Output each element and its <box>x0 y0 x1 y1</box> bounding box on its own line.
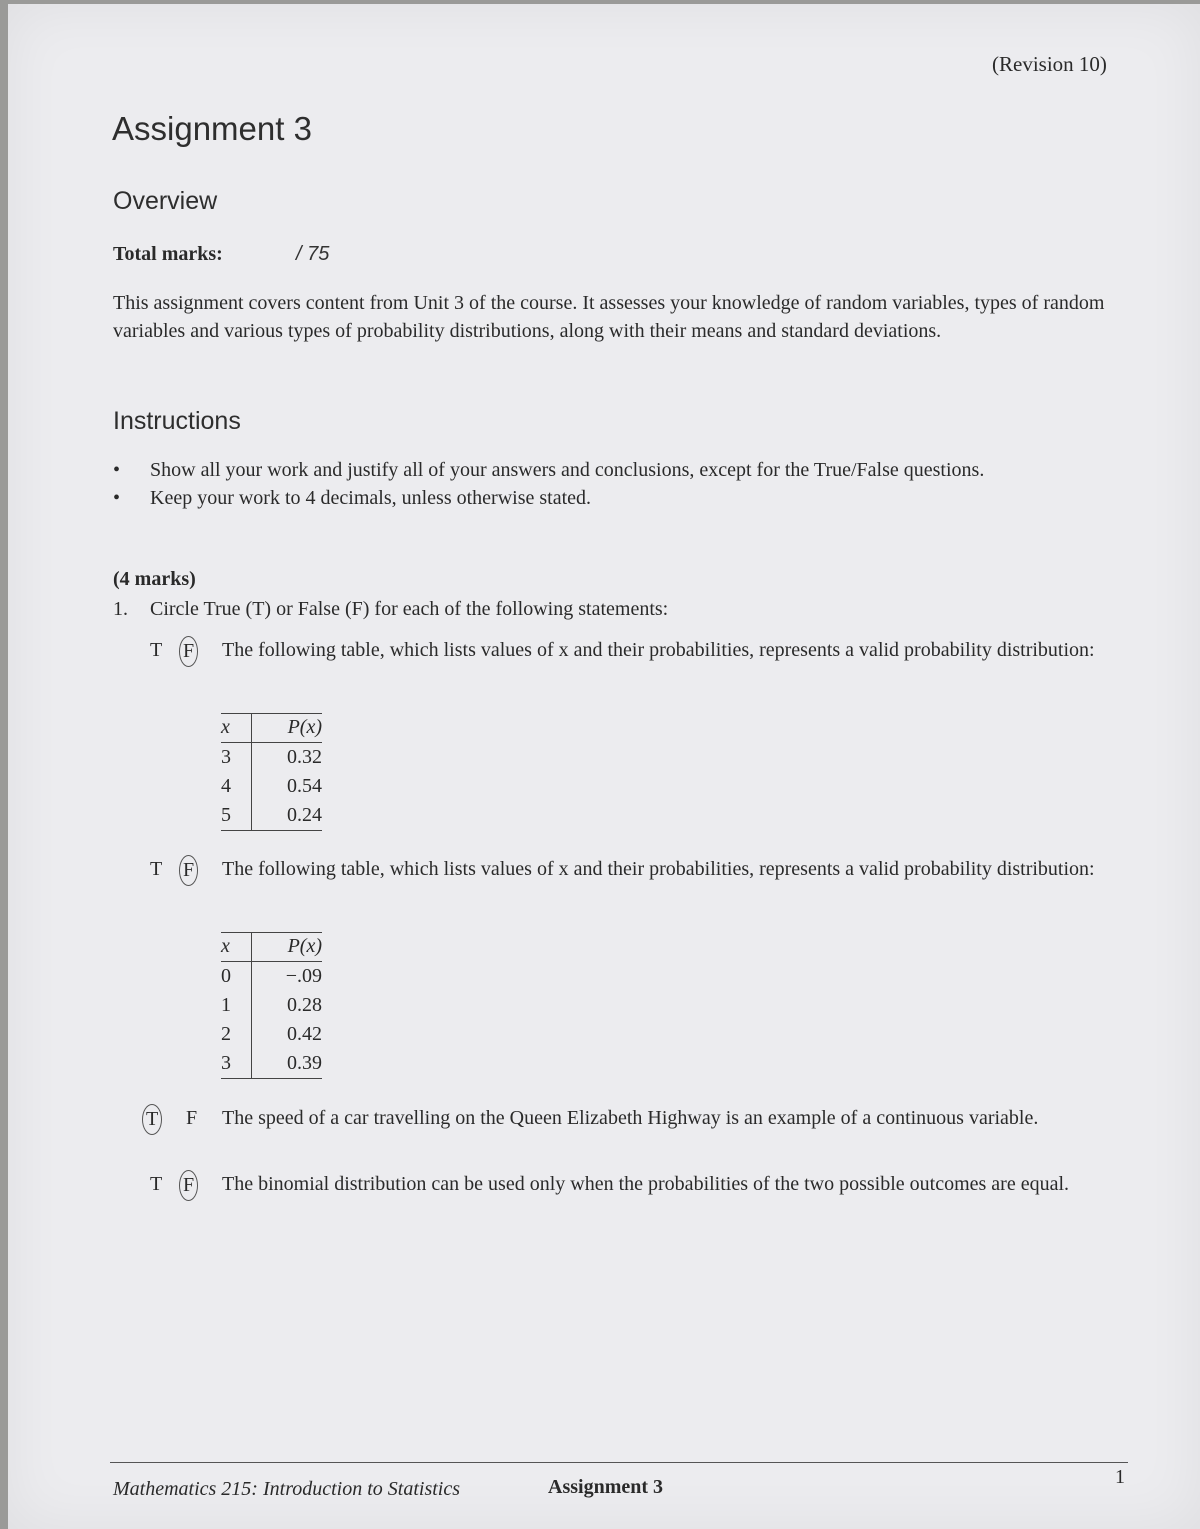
statement-text: The following table, which lists values of x and their probabilities, represents a valid probability distribution: <box>222 858 1095 880</box>
true-option-circled[interactable]: T <box>142 1104 162 1135</box>
probability-table-1 <box>221 713 322 831</box>
cell-x: 5 <box>221 801 252 831</box>
false-option[interactable]: F <box>186 1107 198 1129</box>
total-marks-label: Total marks: <box>113 243 223 265</box>
table-header-px: P(x) <box>252 933 323 962</box>
statement-text: The binomial distribution can be used only when the probabilities of the two possible outcomes are equal. <box>222 1173 1070 1195</box>
probability-table-2 <box>221 932 322 1079</box>
cell-px: 0.24 <box>252 801 323 831</box>
list-item <box>113 456 1043 484</box>
false-option-circled[interactable]: F <box>179 855 198 886</box>
statement-text: The speed of a car travelling on the Queen Elizabeth Highway is an example of a continuous variable. <box>222 1107 1039 1129</box>
table-row <box>221 962 322 992</box>
cell-x: 4 <box>221 772 252 801</box>
footer-course: Mathematics 215: Introduction to Statistics <box>113 1478 461 1500</box>
cell-px: −.09 <box>285 965 322 987</box>
cell-px: 0.28 <box>287 994 322 1016</box>
table-row <box>221 772 322 801</box>
total-marks-value: / 75 <box>296 243 330 265</box>
list-item <box>113 484 1043 512</box>
table-header-x: x <box>221 714 252 743</box>
true-option[interactable]: T <box>150 1173 163 1195</box>
question-number: 1. <box>113 598 128 620</box>
bullet-icon: • <box>113 487 121 509</box>
true-option[interactable]: T <box>150 639 163 661</box>
cell-px: 0.39 <box>252 1049 323 1079</box>
cell-px: 0.42 <box>287 1023 322 1045</box>
table-row <box>221 1020 322 1049</box>
statement-text: The following table, which lists values of x and their probabilities, represents a valid probability distribution: <box>222 639 1095 661</box>
cell-x: 3 <box>221 1049 252 1079</box>
cell-x: 1 <box>221 991 252 1020</box>
instructions-list <box>113 456 1043 512</box>
question-text: Circle True (T) or False (F) for each of the following statements: <box>150 598 669 620</box>
question-marks: (4 marks) <box>113 568 196 590</box>
document-page <box>8 4 1200 1529</box>
page-title: Assignment 3 <box>112 110 312 147</box>
instruction-text: Keep your work to 4 decimals, unless otherwise stated. <box>150 487 592 509</box>
cell-x: 0 <box>221 962 252 992</box>
cell-px: 0.54 <box>287 775 322 797</box>
overview-description: This assignment covers content from Unit 3 of the course. It assesses your knowledge of random variables, types of random variables and various types of probability distributions, along with their means and standard deviations. <box>113 292 1105 342</box>
bullet-icon: • <box>113 459 121 481</box>
false-option-circled[interactable]: F <box>179 636 198 667</box>
false-option-circled[interactable]: F <box>179 1170 198 1201</box>
instructions-heading: Instructions <box>113 407 241 435</box>
question-prompt <box>113 598 668 621</box>
table-row <box>221 743 322 773</box>
true-option[interactable]: T <box>150 858 163 880</box>
cell-px: 0.32 <box>287 746 322 768</box>
cell-x: 3 <box>221 743 252 773</box>
revision-label: (Revision 10) <box>992 52 1107 76</box>
instruction-text: Show all your work and justify all of your answers and conclusions, except for the True/False questions. <box>150 459 985 481</box>
table-row <box>221 991 322 1020</box>
page-number: 1 <box>1115 1466 1125 1488</box>
overview-heading: Overview <box>113 187 218 215</box>
table-header-x: x <box>221 933 252 962</box>
table-row <box>221 801 322 831</box>
cell-x: 2 <box>221 1020 252 1049</box>
table-header-px: P(x) <box>252 714 323 743</box>
table-row <box>221 1049 322 1079</box>
footer-assignment: Assignment 3 <box>548 1476 664 1498</box>
footer-divider <box>110 1462 1128 1463</box>
